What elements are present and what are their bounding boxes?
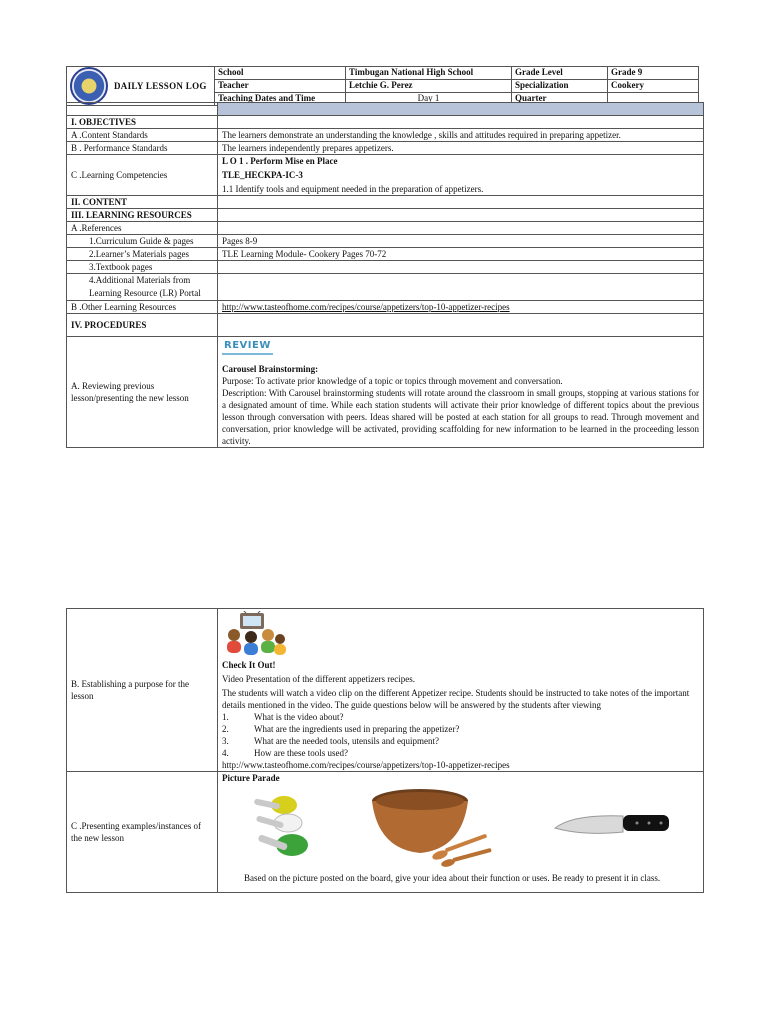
header-value: Timbugan National High School — [346, 67, 512, 80]
header-label: Teaching Dates and Time — [215, 93, 346, 106]
video-link[interactable]: http://www.tasteofhome.com/recipes/course/appetizers/top-10-appetizer-recipes — [222, 760, 510, 770]
activity-line: The students will watch a video clip on the different Appetizer recipe. Students should be instructed to take notes of the important details mentioned in the video. The guide questions below will be answered by the students after viewing — [222, 688, 690, 710]
list-item: 3. What are the needed tools, utensils and equipment? — [222, 736, 439, 746]
procedure-b-cell — [218, 609, 704, 772]
list-item: 4. How are these tools used? — [222, 748, 348, 758]
procedure-c-cell — [218, 772, 704, 893]
deped-seal-icon — [70, 67, 108, 105]
picture-row — [222, 786, 699, 866]
document-title: DAILY LESSON LOG — [114, 80, 207, 91]
list-item: 2. What are the ingredients used in preparing the appetizer? — [222, 724, 460, 734]
row-label: B .Other Learning Resources — [67, 301, 218, 314]
guide-questions — [222, 711, 699, 759]
logo-cell — [67, 67, 215, 106]
row-label: C .Presenting examples/instances of the new lesson — [67, 772, 218, 893]
measuring-spoons-icon — [248, 791, 318, 861]
activity-title: Check It Out! — [222, 660, 276, 670]
header-value: Grade 9 — [608, 67, 699, 80]
header-label: Quarter — [512, 93, 608, 106]
lesson-table — [66, 102, 704, 448]
row-label-line: Learning Resource (LR) Portal — [89, 288, 201, 298]
row-label: A .References — [67, 222, 218, 235]
competencies-cell — [218, 155, 704, 196]
row-label: A .Content Standards — [67, 129, 218, 142]
row-label: 3.Textbook pages — [67, 261, 218, 274]
row-label — [67, 274, 218, 301]
activity-purpose: Purpose: To activate prior knowledge of a topic or topics through movement and conversation. — [222, 376, 563, 386]
activity-instructions: Based on the picture posted on the board, give your idea about their function or uses. Be ready to present it in class. — [244, 873, 661, 883]
activity-title: Picture Parade — [222, 773, 280, 783]
row-label-line: 4.Additional Materials from — [89, 275, 191, 285]
row-label: B. Establishing a purpose for the lesson — [67, 609, 218, 772]
procedure-a-cell — [218, 337, 704, 448]
row-label: 1.Curriculum Guide & pages — [67, 235, 218, 248]
section-heading: IV. PROCEDURES — [67, 314, 218, 337]
row-value: The learners demonstrate an understanding the knowledge , skills and attitudes required in preparing appetizer. — [218, 129, 704, 142]
header-label: Specialization — [512, 80, 608, 93]
list-item: 1. What is the video about? — [222, 712, 344, 722]
header-label: School — [215, 67, 346, 80]
header-table — [66, 66, 699, 106]
competency-code: TLE_HECKPA-IC-3 — [222, 170, 303, 180]
lo-line: L O 1 . Perform Mise en Place — [222, 156, 338, 166]
row-value: The learners independently prepares appetizers. — [218, 142, 704, 155]
salad-bowl-icon — [370, 785, 500, 867]
row-label: C .Learning Competencies — [67, 155, 218, 196]
activity-title: Carousel Brainstorming: — [222, 364, 319, 374]
header-value: Letchie G. Perez — [346, 80, 512, 93]
section-heading: II. CONTENT — [67, 196, 218, 209]
row-label: B . Performance Standards — [67, 142, 218, 155]
header-value: Cookery — [608, 80, 699, 93]
row-label: A. Reviewing previous lesson/presenting the new lesson — [67, 337, 218, 448]
activity-description: Description: With Carousel brainstorming students will rotate around the classroom in small groups, stopping at various stations for a designated amount of time. While each station students will activate their prior knowledge of different topics about the previous lesson through conversation with peers. Ideas shared will be posted at each station for all groups to read. Through movement and conversation, prior knowledge will be activated, providing scaffolding for new information to be learned in the proceeding lesson activity. — [222, 388, 699, 446]
students-watching-tv-icon — [224, 611, 286, 659]
row-value: TLE Learning Module- Cookery Pages 70-72 — [218, 248, 704, 261]
header-label: Teacher — [215, 80, 346, 93]
lesson-table-continued — [66, 608, 704, 893]
competency-text: 1.1 Identify tools and equipment needed in the preparation of appetizers. — [222, 184, 484, 194]
section-heading: III. LEARNING RESOURCES — [67, 209, 218, 222]
resource-link[interactable]: http://www.tasteofhome.com/recipes/course/appetizers/top-10-appetizer-recipes — [218, 301, 704, 314]
header-label: Grade Level — [512, 67, 608, 80]
activity-line: Video Presentation of the different appetizers recipes. — [222, 674, 415, 684]
row-value: Pages 8-9 — [218, 235, 704, 248]
review-badge: REVIEW — [222, 340, 273, 355]
chef-knife-icon — [553, 806, 673, 846]
row-label: 2.Learner’s Materials pages — [67, 248, 218, 261]
header-value: Day 1 — [346, 93, 512, 106]
section-heading: I. OBJECTIVES — [67, 116, 218, 129]
